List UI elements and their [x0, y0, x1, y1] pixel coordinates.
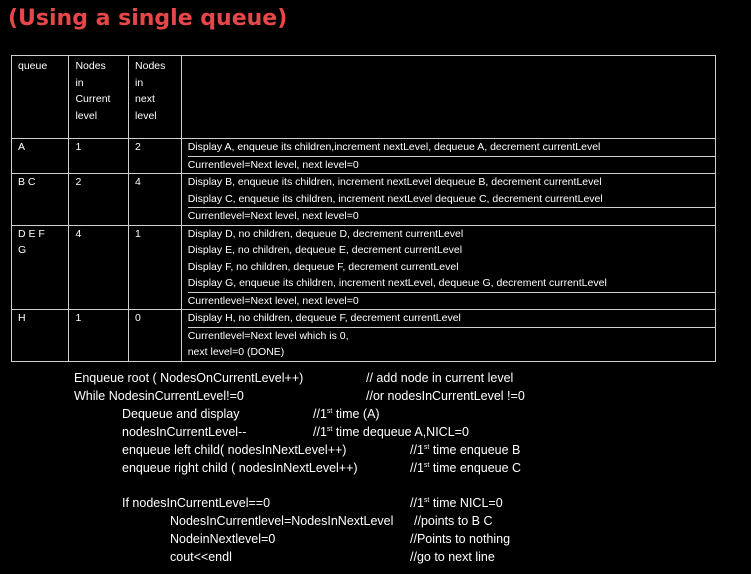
code-comment-next-line: //go to next line — [410, 550, 495, 564]
header-text: Nodes — [135, 60, 166, 72]
header-text: level — [75, 109, 98, 122]
nodes-current-level-cell: 1 — [69, 310, 129, 362]
code-comment-points-bc: //points to B C — [414, 514, 493, 528]
code-line-while: While NodesinCurrentLevel!=0 — [74, 389, 244, 403]
description-line: Currentlevel=Next level, next level=0 — [187, 210, 359, 222]
description-line: Currentlevel=Next level, next level=0 — [187, 294, 359, 307]
description-line: Currentlevel=Next level which is 0, — [187, 329, 349, 342]
code-line-cout: cout<<endl — [170, 550, 232, 564]
queue-contents: D E F — [18, 227, 45, 240]
description-line: Display F, no children, dequeue F, decrement currentLevel — [187, 260, 459, 273]
description-line: Display B, enqueue its children, increment nextLevel dequeue B, decrement currentLevel — [187, 176, 602, 188]
table-header-cell — [181, 56, 715, 139]
nodes-current-level-cell: 2 — [69, 174, 129, 226]
queue-cell — [12, 174, 69, 226]
header-text: in — [75, 76, 84, 89]
queue-cell — [12, 139, 69, 174]
table-header-cell — [69, 56, 129, 139]
queue-contents: B C — [18, 176, 36, 188]
code-comment-enqueue-c: //1st time enqueue C — [410, 461, 522, 475]
queue-cell — [12, 310, 69, 362]
queue-contents: A — [18, 141, 26, 153]
nodes-next-level-cell: 2 — [129, 139, 182, 174]
description-line: Display C, enqueue its children, increment nextLevel dequeue C, decrement currentLevel — [188, 191, 715, 209]
header-text: Nodes — [75, 60, 106, 72]
code-comment-first-time-a: //1st time (A) — [313, 407, 380, 421]
code-line-enqueue-root: Enqueue root ( NodesOnCurrentLevel++) — [74, 371, 304, 385]
code-line-assign-current: NodesInCurrentlevel=NodesInNextLevel — [170, 514, 394, 528]
description-line: Display E, no children, dequeue E, decrement currentLevel — [187, 244, 463, 256]
code-line-if: If nodesInCurrentLevel==0 — [122, 496, 271, 510]
description-cell — [181, 310, 715, 362]
code-comment-add-node: // add node in current level — [366, 371, 514, 385]
description-cell — [181, 225, 715, 310]
description-line: Display D, no children, dequeue D, decrement currentLevel — [187, 227, 464, 240]
description-line: Display H, no children, dequeue F, decrement currentLevel — [188, 310, 715, 328]
nodes-next-level-cell: 1 — [129, 225, 182, 310]
code-comment-or: //or nodesInCurrentLevel !=0 — [366, 389, 525, 403]
code-comment-points-nothing: //Points to nothing — [410, 532, 511, 546]
nodes-current-level-cell: 1 — [69, 139, 129, 174]
table-row — [12, 310, 716, 362]
description-cell — [181, 174, 715, 226]
description-line: Display G, enqueue its children, increment nextLevel, dequeue G, decrement currentLevel — [188, 275, 715, 293]
table-header-cell — [12, 56, 69, 139]
queue-trace-table — [11, 55, 716, 362]
nodes-next-level-cell: 4 — [129, 174, 182, 226]
queue-cell — [12, 225, 69, 310]
queue-contents: G — [18, 244, 27, 256]
table-row — [12, 139, 716, 174]
description-line: next level=0 (DONE) — [187, 346, 285, 358]
code-line-enqueue-left: enqueue left child( nodesInNextLevel++) — [122, 443, 347, 457]
queue-contents: H — [18, 312, 26, 324]
header-text: queue — [18, 60, 48, 72]
nodes-next-level-cell: 0 — [129, 310, 182, 362]
table-header-cell — [129, 56, 182, 139]
header-text: level — [135, 109, 157, 122]
header-text: Current — [75, 93, 111, 105]
code-line-dequeue-display: Dequeue and display — [122, 407, 240, 421]
code-comment-enqueue-b: //1st time enqueue B — [410, 443, 521, 457]
header-text: next — [135, 93, 155, 105]
code-comment-dequeue-a: //1st time dequeue A,NICL=0 — [313, 425, 469, 439]
code-line-reset-next: NodeinNextlevel=0 — [170, 532, 276, 546]
page-title: (Using a single queue) — [8, 6, 288, 31]
nodes-current-level-cell: 4 — [69, 225, 129, 310]
description-line: Currentlevel=Next level, next level=0 — [187, 158, 359, 171]
table-header-row — [12, 56, 716, 139]
code-line-enqueue-right: enqueue right child ( nodesInNextLevel++) — [122, 461, 358, 475]
description-cell — [181, 139, 715, 174]
description-line: Display A, enqueue its children,increment nextLevel, dequeue A, decrement currentLevel — [188, 139, 715, 157]
code-line-decrement: nodesInCurrentLevel-- — [122, 425, 247, 439]
pseudocode-block — [0, 368, 751, 574]
table-row — [12, 225, 716, 310]
code-comment-nicl: //1st time NICL=0 — [410, 496, 503, 510]
header-text: in — [135, 76, 144, 89]
table-row — [12, 174, 716, 226]
